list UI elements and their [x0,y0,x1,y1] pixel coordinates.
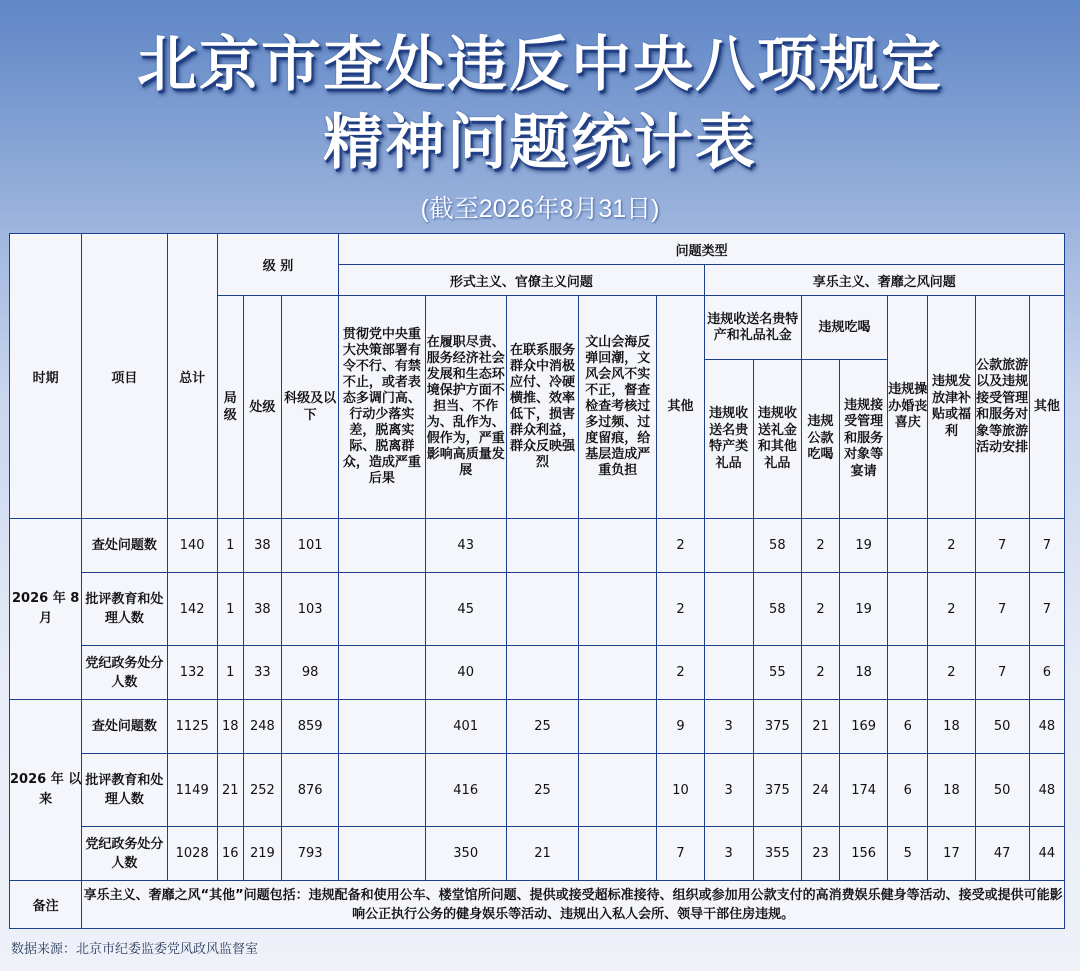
cell-f4 [579,827,657,881]
cell-wedding [888,646,928,700]
header-problem-type: 问题类型 [339,234,1065,265]
table-row [10,573,1065,646]
cell-f1 [339,700,425,754]
cell-travel: 50 [975,754,1029,827]
page-subtitle: (截至2026年8月31日) [420,195,660,223]
cell-total: 132 [167,646,217,700]
cell-subsidy: 2 [928,573,975,646]
cell-gift-b: 58 [753,573,801,646]
cell-meal-b: 174 [840,754,888,827]
cell-travel: 7 [975,646,1029,700]
cell-meal-a: 2 [801,646,839,700]
cell-f3 [506,519,578,573]
cell-h-other: 6 [1029,646,1064,700]
cell-gift-a [704,646,753,700]
page-title-line2: 精神问题统计表 [323,108,757,178]
note-label: 备注 [10,881,82,929]
cell-gift-b: 375 [753,754,801,827]
cell-f2: 40 [425,646,506,700]
cell-gift-a: 3 [704,827,753,881]
cell-f4 [579,646,657,700]
cell-total: 1028 [167,827,217,881]
header-formalism-3: 在联系服务群众中消极应付、冷硬横推、效率低下，损害群众利益，群众反映强烈 [506,296,578,519]
row-item: 批评教育和处理人数 [82,573,167,646]
cell-f5: 2 [657,519,704,573]
row-item: 党纪政务处分人数 [82,827,167,881]
cell-travel: 7 [975,519,1029,573]
cell-gift-b: 55 [753,646,801,700]
row-item: 党纪政务处分人数 [82,646,167,700]
cell-f2: 43 [425,519,506,573]
cell-chu: 252 [243,754,281,827]
header-hedonism-other: 其他 [1029,296,1064,519]
cell-f5: 10 [657,754,704,827]
table-row [10,754,1065,827]
cell-f5: 7 [657,827,704,881]
period-label: 2026 年 8月 [10,519,82,700]
cell-f3 [506,646,578,700]
header-gift-a: 违规收送名贵特产类礼品 [704,360,753,519]
header-formalism-2: 在履职尽责、服务经济社会发展和生态环境保护方面不担当、不作为、乱作为、假作为，严重影响高质量发展 [425,296,506,519]
cell-h-other: 48 [1029,700,1064,754]
data-source: 数据来源：北京市纪委监委党风政风监督室 [11,942,259,957]
cell-subsidy: 18 [928,754,975,827]
cell-f5: 9 [657,700,704,754]
cell-gift-b: 375 [753,700,801,754]
cell-f1 [339,519,425,573]
cell-f2: 401 [425,700,506,754]
cell-f3 [506,573,578,646]
header-level: 级 别 [217,234,338,296]
cell-f2: 416 [425,754,506,827]
cell-ke: 793 [282,827,339,881]
cell-f2: 350 [425,827,506,881]
header-level-ju: 局级 [217,296,243,519]
cell-meal-a: 23 [801,827,839,881]
cell-chu: 33 [243,646,281,700]
cell-f4 [579,573,657,646]
header-formalism-other: 其他 [657,296,704,519]
cell-f5: 2 [657,573,704,646]
cell-travel: 47 [975,827,1029,881]
period-label: 2026 年 以来 [10,700,82,881]
cell-gift-a [704,519,753,573]
cell-total: 142 [167,573,217,646]
header-meal-b: 违规接受管理和服务对象等宴请 [840,360,888,519]
note-row [10,881,1065,929]
cell-wedding [888,519,928,573]
header-formalism: 形式主义、官僚主义问题 [339,265,704,296]
cell-f1 [339,646,425,700]
cell-meal-a: 24 [801,754,839,827]
cell-f4 [579,700,657,754]
cell-f2: 45 [425,573,506,646]
cell-f1 [339,573,425,646]
cell-f4 [579,519,657,573]
row-item: 查处问题数 [82,700,167,754]
cell-meal-a: 21 [801,700,839,754]
cell-ju: 1 [217,519,243,573]
cell-gift-b: 58 [753,519,801,573]
cell-gift-b: 355 [753,827,801,881]
header-formalism-1: 贯彻党中央重大决策部署有令不行、有禁不止，或者表态多调门高、行动少落实差，脱离实际、脱离群众，造成严重后果 [339,296,425,519]
row-item: 查处问题数 [82,519,167,573]
cell-chu: 38 [243,573,281,646]
header-meal-a: 违规公款吃喝 [801,360,839,519]
cell-total: 140 [167,519,217,573]
cell-wedding: 6 [888,754,928,827]
cell-gift-a: 3 [704,754,753,827]
cell-chu: 219 [243,827,281,881]
cell-travel: 7 [975,573,1029,646]
cell-f3: 25 [506,754,578,827]
page-title-line1: 北京市查处违反中央八项规定 [137,30,943,100]
cell-f3: 21 [506,827,578,881]
cell-subsidy: 17 [928,827,975,881]
cell-ke: 101 [282,519,339,573]
cell-ke: 859 [282,700,339,754]
cell-ju: 18 [217,700,243,754]
cell-f4 [579,754,657,827]
cell-meal-b: 18 [840,646,888,700]
cell-subsidy: 2 [928,646,975,700]
header-formalism-4: 文山会海反弹回潮，文风会风不实不正，督查检查考核过多过频、过度留痕，给基层造成严重负担 [579,296,657,519]
cell-ke: 876 [282,754,339,827]
header-level-ke: 科级及以下 [282,296,339,519]
cell-chu: 38 [243,519,281,573]
cell-ke: 98 [282,646,339,700]
table-row [10,827,1065,881]
header-hedonism: 享乐主义、奢靡之风问题 [704,265,1064,296]
cell-h-other: 7 [1029,573,1064,646]
cell-wedding: 6 [888,700,928,754]
header-item: 项目 [82,234,167,519]
cell-ju: 21 [217,754,243,827]
cell-total: 1125 [167,700,217,754]
cell-f1 [339,827,425,881]
header-total: 总计 [167,234,217,519]
cell-meal-b: 19 [840,519,888,573]
table-row [10,700,1065,754]
header-meal-group: 违规吃喝 [801,296,887,360]
cell-ju: 1 [217,573,243,646]
header-gift-b: 违规收送礼金和其他礼品 [753,360,801,519]
statistics-table [9,233,1065,929]
cell-h-other: 44 [1029,827,1064,881]
cell-subsidy: 2 [928,519,975,573]
cell-meal-b: 169 [840,700,888,754]
cell-h-other: 48 [1029,754,1064,827]
cell-f3: 25 [506,700,578,754]
header-period: 时期 [10,234,82,519]
cell-chu: 248 [243,700,281,754]
cell-ju: 1 [217,646,243,700]
cell-gift-a [704,573,753,646]
cell-subsidy: 18 [928,700,975,754]
cell-wedding [888,573,928,646]
table-row [10,646,1065,700]
note-text: 享乐主义、奢靡之风“其他”问题包括：违规配备和使用公车、楼堂馆所问题、提供或接受超标准接待、组织或参加用公款支付的高消费娱乐健身等活动、接受或提供可能影响公正执行公务的健身娱乐等活动、违规出入私人会所、领导干部住房违规。 [82,881,1065,929]
cell-f5: 2 [657,646,704,700]
cell-meal-a: 2 [801,573,839,646]
cell-gift-a: 3 [704,700,753,754]
header-level-chu: 处级 [243,296,281,519]
cell-meal-a: 2 [801,519,839,573]
table-row [10,519,1065,573]
header-subsidy: 违规发放津补贴或福利 [928,296,975,519]
header-gift-group: 违规收送名贵特产和礼品礼金 [704,296,801,360]
cell-meal-b: 19 [840,573,888,646]
cell-f1 [339,754,425,827]
cell-wedding: 5 [888,827,928,881]
cell-h-other: 7 [1029,519,1064,573]
header-wedding: 违规操办婚丧喜庆 [888,296,928,519]
cell-total: 1149 [167,754,217,827]
header-travel: 公款旅游以及违规接受管理和服务对象等旅游活动安排 [975,296,1029,519]
cell-ju: 16 [217,827,243,881]
cell-ke: 103 [282,573,339,646]
row-item: 批评教育和处理人数 [82,754,167,827]
cell-meal-b: 156 [840,827,888,881]
cell-travel: 50 [975,700,1029,754]
